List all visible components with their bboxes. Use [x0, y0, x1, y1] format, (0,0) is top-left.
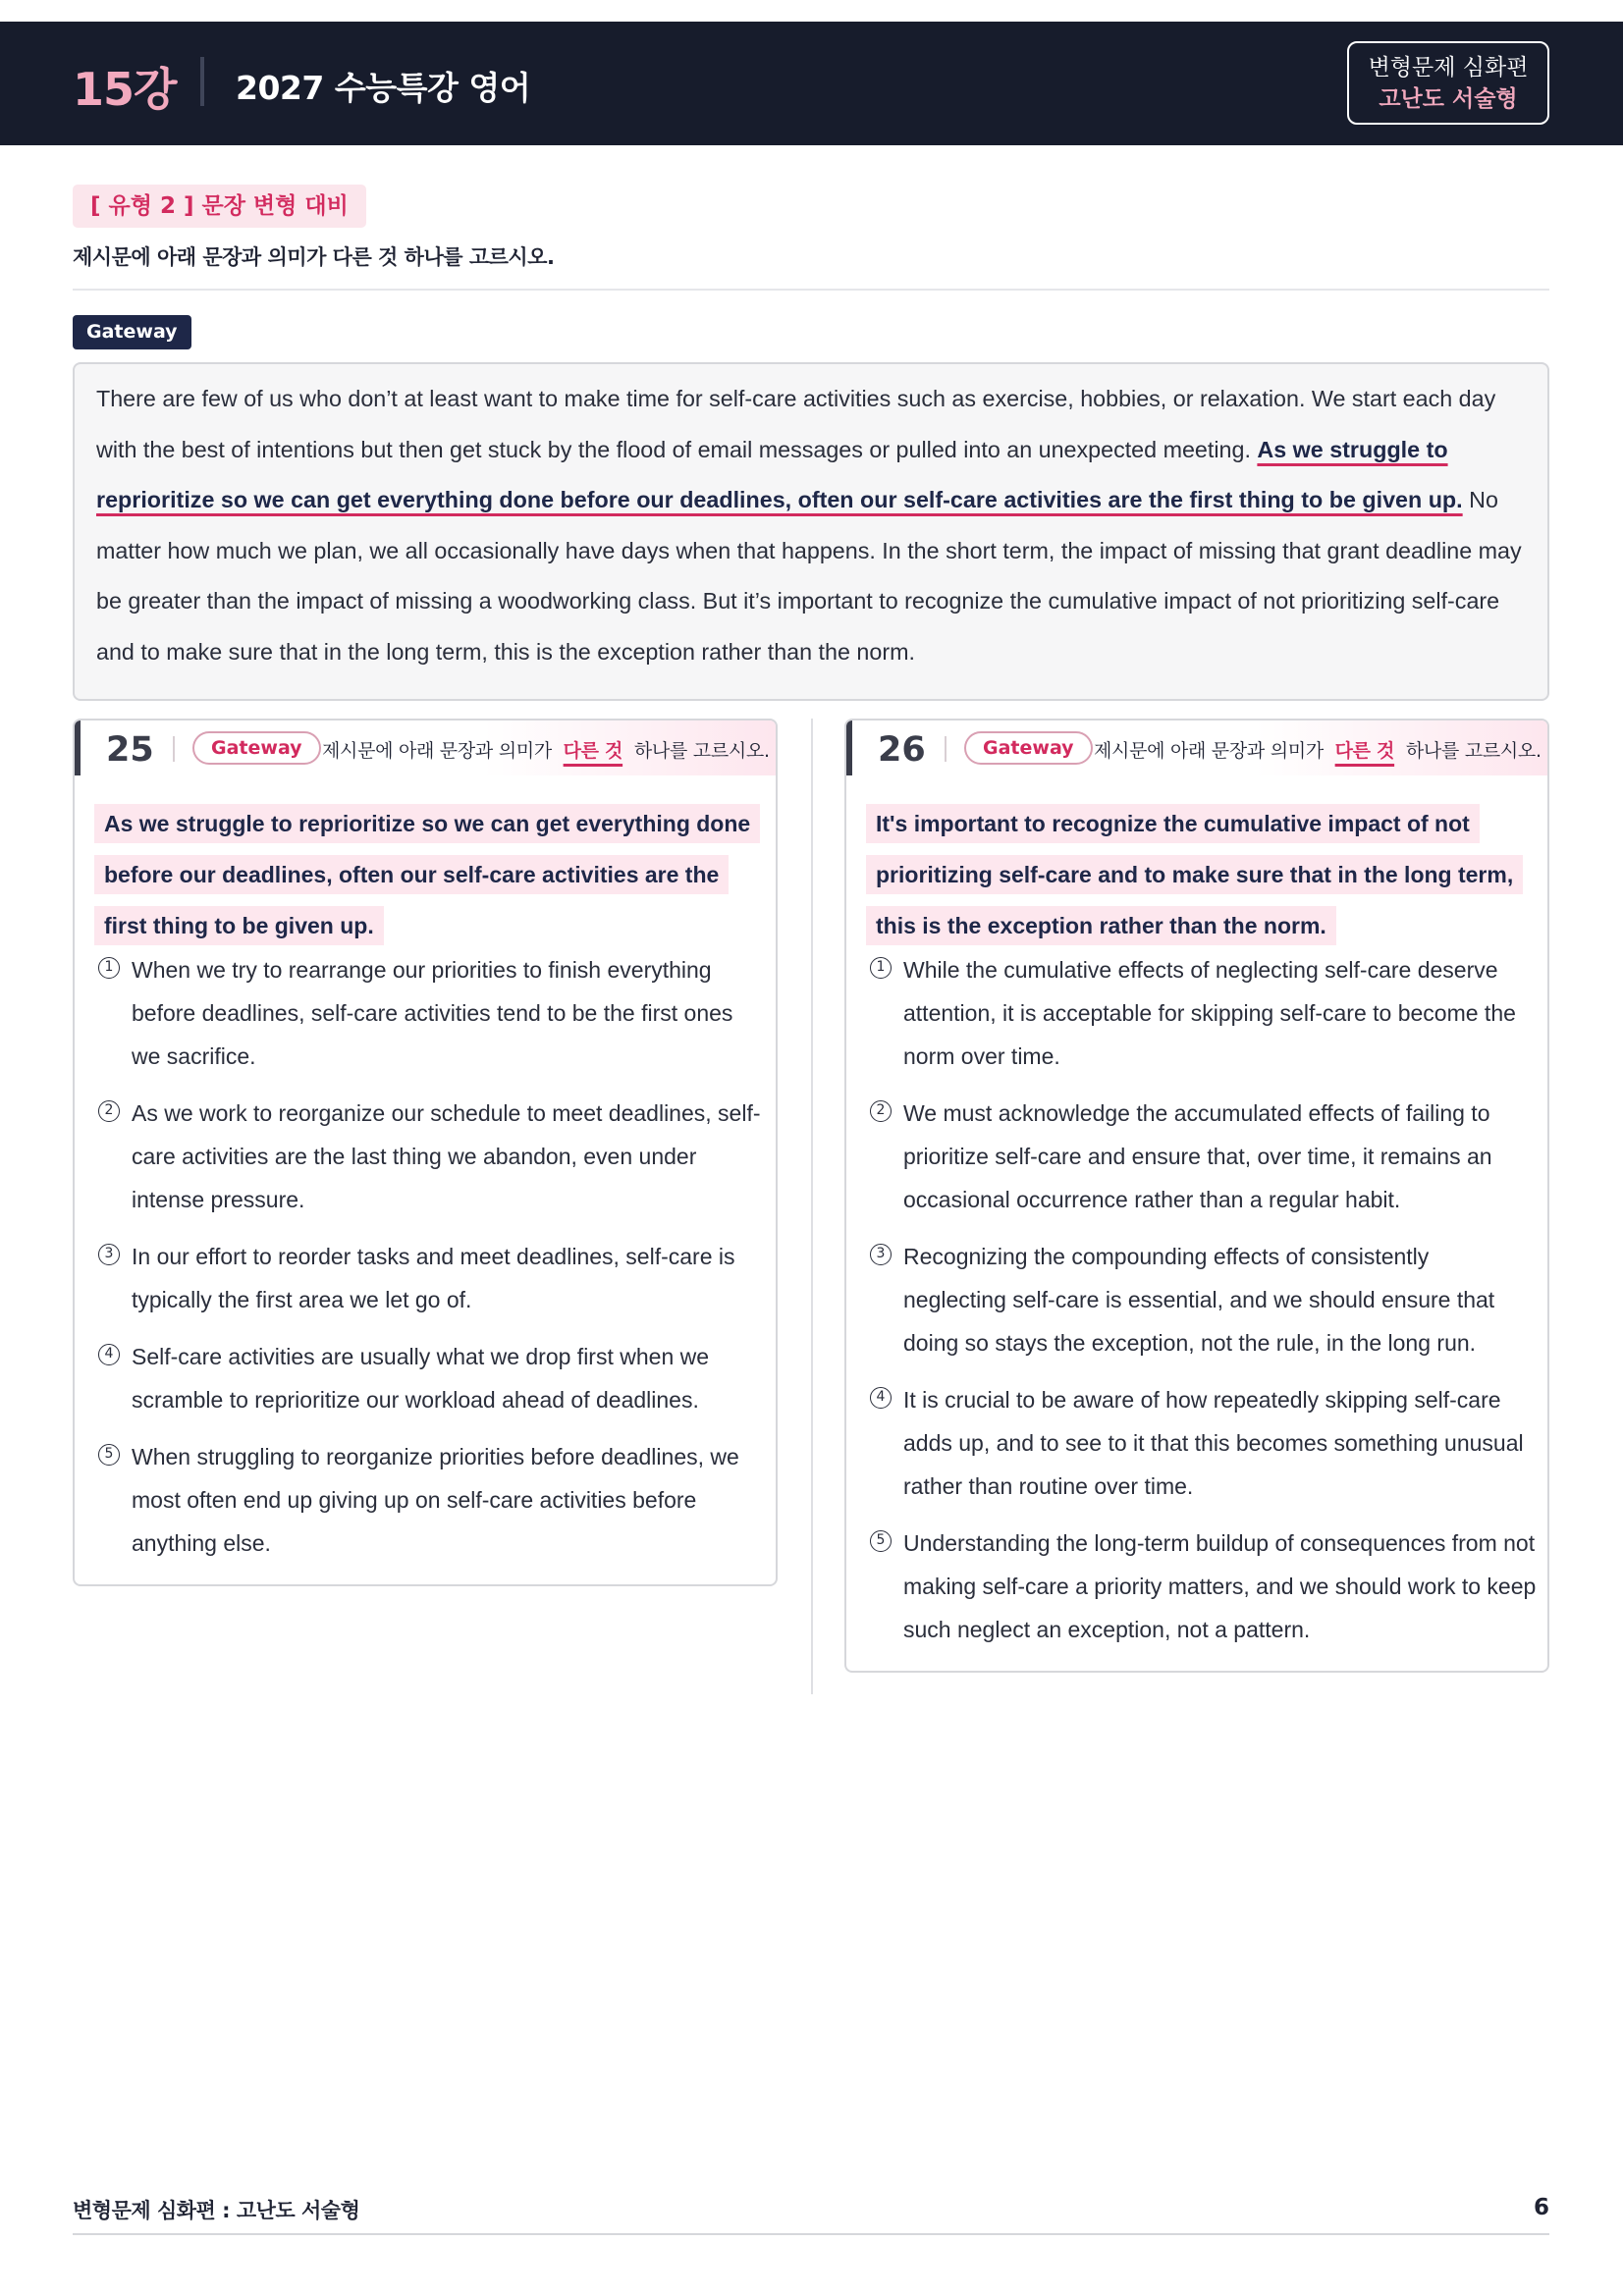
answer-option[interactable] — [98, 948, 766, 1078]
edition-badge-bottom: 고난도 서술형 — [1379, 86, 1518, 112]
target-sentence-text: It's important to recognize the cumulative impact of not prioritizing self-care and to make sure that in the long term, this is the exception rather than the norm. — [866, 804, 1523, 945]
answer-option[interactable] — [870, 1092, 1538, 1221]
passage-text-before: There are few of us who don’t at least want to make time for self-care activities such as exercise, hobbies, or relaxation. We start each day with the best of intentions but then get stuck by the flood of email messages or pulled into an unexpected meeting. — [96, 386, 1496, 462]
option-number: 5 — [98, 1444, 120, 1466]
option-text: While the cumulative effects of neglecting self-care deserve attention, it is acceptable for skipping self-care to become the norm over time. — [903, 957, 1516, 1069]
option-text: We must acknowledge the accumulated effects of failing to prioritize self-care and ensure that, over time, it remains an occasional occurrence rather than a regular habit. — [903, 1100, 1492, 1212]
section-divider — [73, 289, 1549, 291]
answer-options — [870, 948, 1538, 1665]
passage-highlighted-sentence: As we struggle to reprioritize so we can get everything done before our deadlines, often our self-care activities are the first thing to be given up. — [96, 436, 1463, 513]
header-separator — [173, 736, 175, 762]
instruction-emphasis: 다른 것 — [563, 740, 623, 762]
option-number: 4 — [870, 1387, 892, 1409]
passage-label-chip: Gateway — [73, 315, 191, 349]
question-type-tag: [ 유형 2 ] 문장 변형 대비 — [73, 185, 366, 228]
answer-options — [98, 948, 766, 1578]
book-title: 2027 수능특강 영어 — [236, 69, 531, 107]
option-number: 2 — [870, 1100, 892, 1122]
question-number: 26 — [878, 730, 926, 770]
option-number: 2 — [98, 1100, 120, 1122]
answer-option[interactable] — [870, 1235, 1538, 1364]
answer-option[interactable] — [98, 1435, 766, 1565]
option-text: Understanding the long-term buildup of consequences from not making self-care a priority matters, and we should work to keep such neglect an exception, not a pattern. — [903, 1530, 1537, 1642]
target-sentence-text: As we struggle to reprioritize so we can get everything done before our deadlines, often our self-care activities are the first thing to be given up. — [94, 804, 760, 945]
option-text: As we work to reorganize our schedule to meet deadlines, self-care activities are the last thing we abandon, even under intense pressure. — [132, 1100, 761, 1212]
answer-option[interactable] — [98, 1235, 766, 1321]
question-card-25 — [73, 719, 778, 1586]
option-text: It is crucial to be aware of how repeatedly skipping self-care adds up, and to see to it that this becomes something unusual rather than routine over time. — [903, 1387, 1524, 1499]
passage-text-after: No matter how much we plan, we all occasionally have days when that happens. In the short term, the impact of missing that grant deadline may be greater than the impact of missing a woodworking class. But it’s important to recognize the cumulative impact of not prioritizing self-care and to make sure that in the long term, this is the exception rather than the norm. — [96, 487, 1522, 665]
instruction-text-post: 하나를 고르시오. — [1405, 740, 1542, 762]
edition-badge-top: 변형문제 심화편 — [1368, 55, 1529, 80]
column-divider — [811, 719, 813, 1694]
instruction-text-pre: 제시문에 아래 문장과 의미가 — [1094, 740, 1324, 762]
option-number: 3 — [98, 1244, 120, 1265]
answer-option[interactable] — [98, 1092, 766, 1221]
answer-option[interactable] — [98, 1335, 766, 1421]
passage-box — [73, 362, 1549, 701]
section-instruction: 제시문에 아래 문장과 의미가 다른 것 하나를 고르시오. — [73, 245, 555, 269]
option-number: 1 — [98, 957, 120, 979]
target-sentence — [866, 798, 1534, 951]
instruction-emphasis: 다른 것 — [1334, 740, 1395, 762]
passage-text — [96, 374, 1526, 678]
option-text: Recognizing the compounding effects of consistently neglecting self-care is essential, and we should ensure that doing so stays the exception, not the rule, in the long run. — [903, 1244, 1495, 1356]
question-card-26 — [844, 719, 1549, 1673]
question-instruction — [1094, 736, 1542, 763]
header-divider — [200, 57, 204, 106]
header-separator — [945, 736, 947, 762]
option-text: In our effort to reorder tasks and meet deadlines, self-care is typically the first area we let go of. — [132, 1244, 735, 1312]
footer-label: 변형문제 심화편 : 고난도 서술형 — [73, 2199, 360, 2222]
question-header — [75, 721, 776, 775]
answer-option[interactable] — [870, 1378, 1538, 1508]
answer-option[interactable] — [870, 948, 1538, 1078]
option-number: 1 — [870, 957, 892, 979]
option-text: When we try to rearrange our priorities to finish everything before deadlines, self-care activities tend to be the first ones we sacrifice. — [132, 957, 733, 1069]
instruction-text-post: 하나를 고르시오. — [633, 740, 770, 762]
edition-badge — [1347, 41, 1549, 125]
answer-option[interactable] — [870, 1522, 1538, 1651]
option-number: 3 — [870, 1244, 892, 1265]
footer-divider — [73, 2233, 1549, 2235]
question-instruction — [322, 736, 770, 763]
lesson-number: 15강 — [73, 63, 177, 116]
option-number: 4 — [98, 1344, 120, 1365]
question-number: 25 — [106, 730, 154, 770]
question-source-chip: Gateway — [192, 731, 321, 765]
option-text: Self-care activities are usually what we drop first when we scramble to reprioritize our workload ahead of deadlines. — [132, 1344, 710, 1413]
instruction-text-pre: 제시문에 아래 문장과 의미가 — [322, 740, 552, 762]
question-header — [846, 721, 1547, 775]
page-header — [0, 22, 1623, 145]
question-source-chip: Gateway — [964, 731, 1093, 765]
option-text: When struggling to reorganize priorities before deadlines, we most often end up giving up on self-care activities before anything else. — [132, 1444, 739, 1556]
target-sentence — [94, 798, 762, 951]
page-number: 6 — [1533, 2195, 1549, 2220]
option-number: 5 — [870, 1530, 892, 1552]
